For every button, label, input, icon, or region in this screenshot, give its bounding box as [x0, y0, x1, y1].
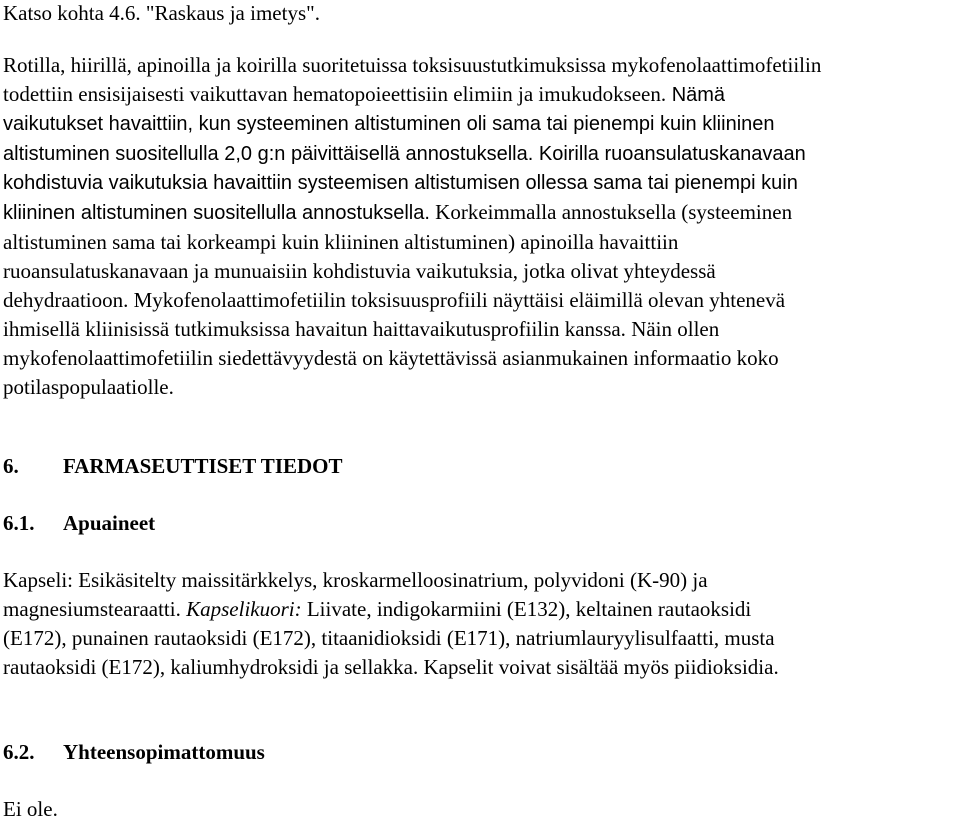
section-number: 6.2.	[3, 740, 35, 764]
paragraph-line: potilaspopulaatiolle.	[3, 375, 174, 399]
paragraph-line: todettiin ensisijaisesti vaikuttavan hematopoieettisiin elimiin ja imukudokseen. Nämä	[3, 82, 726, 106]
paragraph-line: ihmisellä kliinisissä tutkimuksissa havaitun haittavaikutusprofiilin kanssa. Näin ollen	[3, 317, 720, 341]
paragraph-line: Kapseli: Esikäsitelty maissitärkkelys, kroskarmelloosinatrium, polyvidoni (K-90) ja	[3, 568, 708, 592]
paragraph-line: ruoansulatuskanavaan ja munuaisiin kohdistuvia vaikutuksia, jotka olivat yhteydessä	[3, 259, 716, 283]
section-title: Apuaineet	[63, 511, 156, 535]
paragraph-line: dehydraatioon. Mykofenolaattimofetiilin toksisuusprofiili näyttäisi eläimillä olevan yhtenevä	[3, 288, 786, 312]
paragraph-line: rautaoksidi (E172), kaliumhydroksidi ja sellakka. Kapselit voivat sisältää myös piidioksidia.	[3, 655, 779, 679]
section-heading-6-2	[3, 738, 265, 767]
section-title: FARMASEUTTISET TIEDOT	[63, 454, 343, 478]
paragraph-line: (E172), punainen rautaoksidi (E172), titaanidioksidi (E171), natriumlauryylisulfaatti, musta	[3, 626, 775, 650]
paragraph-line: kliininen altistuminen suositellulla annostuksella. Korkeimmalla annostuksella (systeeminen	[3, 200, 793, 224]
paragraph-line: magnesiumstearaatti. Kapselikuori: Liivate, indigokarmiini (E132), keltainen rautaoksidi	[3, 597, 752, 621]
paragraph-line: mykofenolaattimofetiilin siedettävyydestä on käytettävissä asianmukainen informaatio koko	[3, 346, 779, 370]
paragraph-incompatibilities: Ei ole.	[3, 797, 58, 821]
section-heading-6-1	[3, 509, 155, 538]
paragraph-line: kohdistuvia vaikutuksia havaittiin systeemisen altistumisen ollessa sama tai pienempi kuin	[3, 172, 798, 194]
paragraph-line: altistuminen suositellulla 2,0 g:n päivittäisellä annostuksella. Koirilla ruoansulatuskanavaan	[3, 143, 806, 165]
paragraph-line: vaikutukset havaittiin, kun systeeminen altistuminen oli sama tai pienempi kuin kliininen	[3, 113, 775, 135]
section-number: 6.	[3, 454, 19, 478]
paragraph-toxicity	[3, 51, 821, 402]
paragraph-line: Rotilla, hiirillä, apinoilla ja koirilla suoritetuissa toksisuustutkimuksissa mykofenolaattimofetiilin	[3, 53, 822, 77]
section-number: 6.1.	[3, 511, 35, 535]
section-title: Yhteensopimattomuus	[63, 740, 265, 764]
top-note: Katso kohta 4.6. "Raskaus ja imetys".	[3, 1, 320, 25]
paragraph-excipients	[3, 566, 779, 682]
paragraph-line: altistuminen sama tai korkeampi kuin kliininen altistuminen) apinoilla havaittiin	[3, 230, 679, 254]
section-heading-6	[3, 452, 343, 481]
